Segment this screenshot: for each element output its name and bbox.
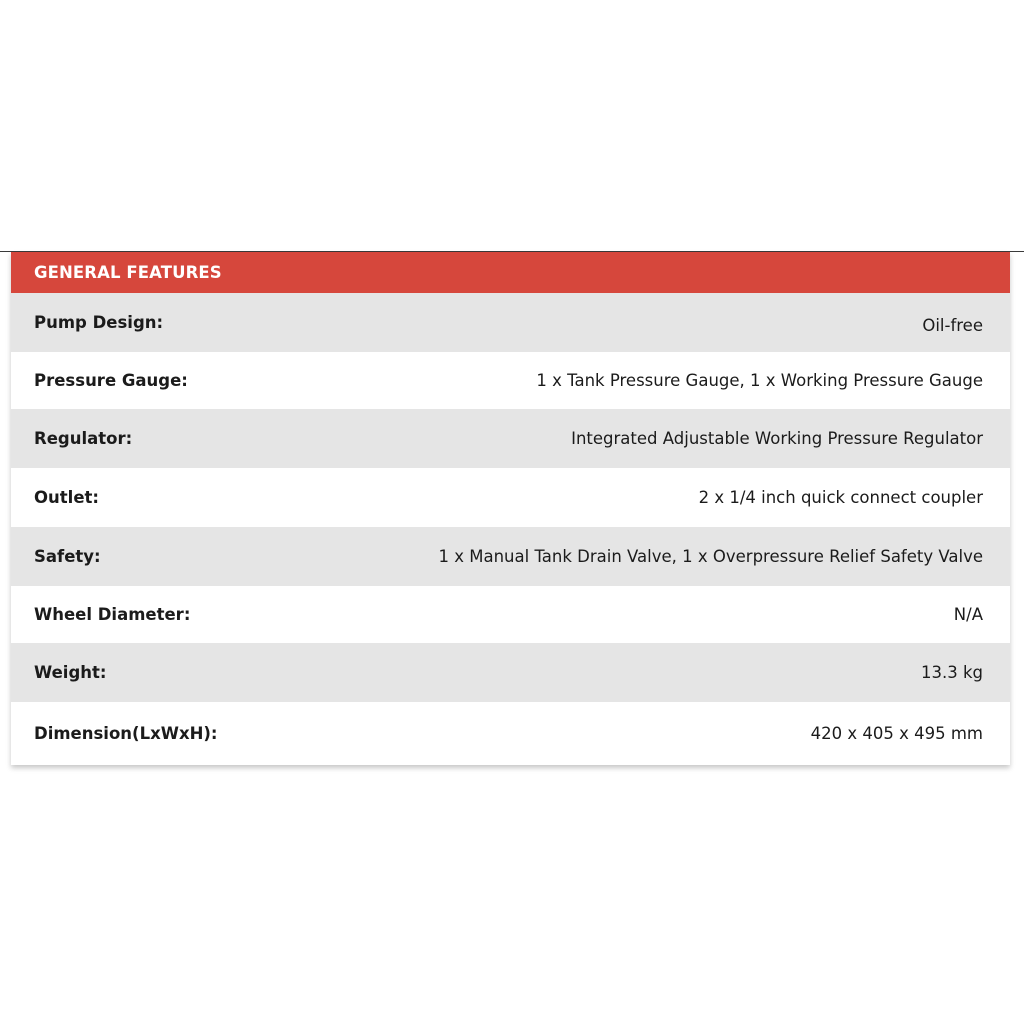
row-value: Integrated Adjustable Working Pressure Regulator	[571, 429, 983, 448]
row-value: 1 x Tank Pressure Gauge, 1 x Working Pressure Gauge	[536, 371, 983, 390]
row-label: Outlet:	[34, 488, 99, 507]
table-header	[11, 252, 1010, 293]
row-label: Regulator:	[34, 429, 133, 448]
row-label: Safety:	[34, 547, 101, 566]
row-label: Dimension(LxWxH):	[34, 724, 218, 743]
row-value: 2 x 1/4 inch quick connect coupler	[698, 488, 983, 507]
row-wheel-diameter	[11, 586, 1010, 643]
row-value: N/A	[953, 605, 983, 624]
row-safety	[11, 527, 1010, 586]
row-value: 420 x 405 x 495 mm	[810, 724, 983, 743]
row-label: Wheel Diameter:	[34, 605, 191, 624]
row-weight	[11, 643, 1010, 702]
row-label: Pressure Gauge:	[34, 371, 188, 390]
row-pressure-gauge	[11, 352, 1010, 409]
row-value: 13.3 kg	[920, 663, 983, 682]
row-pump-design	[11, 293, 1010, 352]
row-label: Weight:	[34, 663, 107, 682]
row-outlet	[11, 468, 1010, 527]
general-features-table	[11, 252, 1010, 765]
row-value: 1 x Manual Tank Drain Valve, 1 x Overpressure Relief Safety Valve	[438, 547, 983, 566]
row-label: Pump Design:	[34, 313, 164, 332]
row-regulator	[11, 409, 1010, 468]
table-title: GENERAL FEATURES	[34, 263, 222, 282]
row-value: Oil-free	[922, 316, 983, 335]
row-dimension	[11, 702, 1010, 765]
